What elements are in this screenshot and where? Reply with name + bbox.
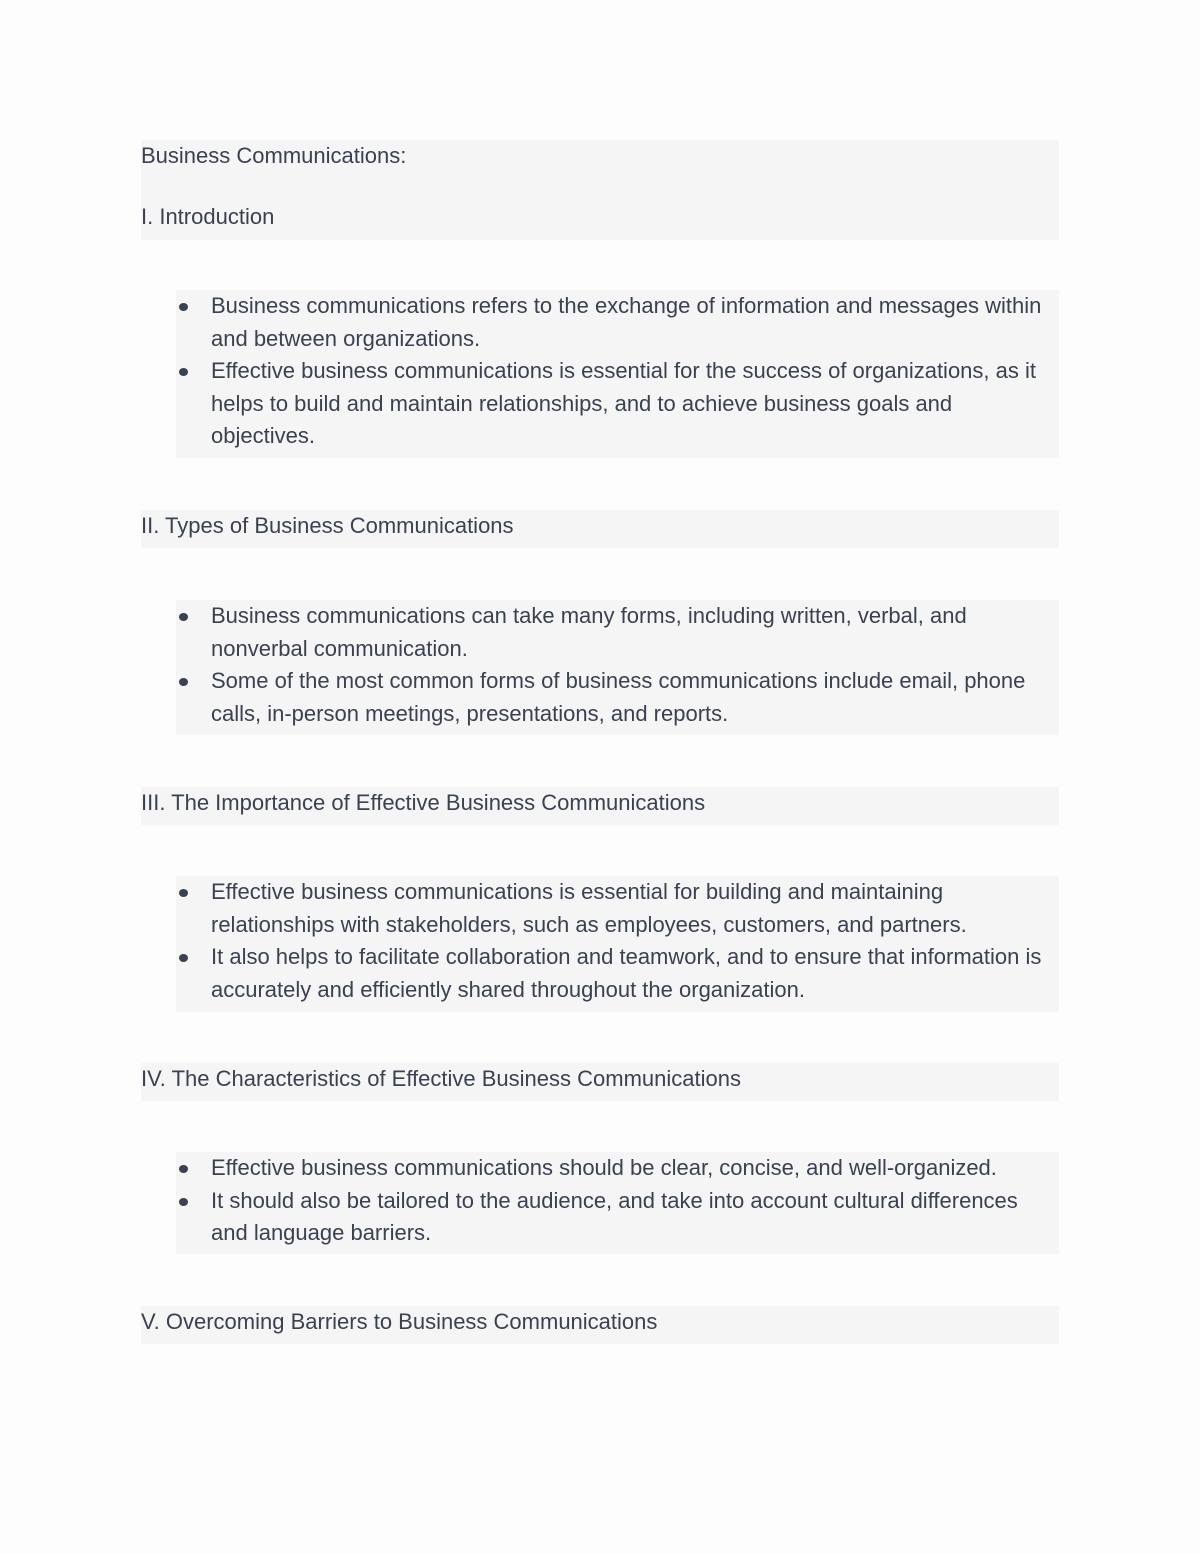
section-heading-block-4	[141, 1063, 1059, 1101]
list-item-text: Effective business communications is essential for building and maintaining relationships with stakeholders, such as employees, customers, and partners.	[211, 879, 967, 937]
list-item	[176, 355, 1059, 453]
section-list-2	[176, 600, 1059, 735]
list-item	[176, 290, 1059, 355]
section-heading-4: IV. The Characteristics of Effective Business Communications	[141, 1066, 741, 1091]
list-item	[176, 876, 1059, 941]
list-item-text: Effective business communications should be clear, concise, and well-organized.	[211, 1155, 997, 1180]
section-heading-2: II. Types of Business Communications	[141, 513, 514, 538]
list-item-text: It should also be tailored to the audience, and take into account cultural differences and language barriers.	[211, 1187, 1018, 1246]
section-heading-3: III. The Importance of Effective Business Communications	[141, 790, 706, 815]
section-heading-block-5	[141, 1306, 1059, 1344]
section-heading-block-3	[141, 787, 1059, 825]
list-item	[176, 1152, 1059, 1185]
document-title: Business Communications:	[141, 143, 407, 168]
section-list-1	[176, 290, 1059, 458]
list-item-text: Some of the most common forms of business communications include email, phone calls, in-person meetings, presentations, and reports.	[211, 668, 1026, 726]
bullet-icon	[179, 954, 188, 962]
section-heading-1: I. Introduction	[141, 204, 275, 229]
section-list-4	[176, 1152, 1059, 1254]
section-heading-block-2	[141, 510, 1059, 548]
bullet-icon	[179, 303, 188, 311]
list-item-text: Effective business communications is essential for the success of organizations, as it helps to build and maintain relationships, and to achieve business goals and objectives.	[211, 358, 1036, 449]
bullet-icon	[179, 678, 188, 686]
bullet-icon	[179, 889, 188, 897]
list-item	[176, 600, 1059, 665]
list-item-text: It also helps to facilitate collaboration and teamwork, and to ensure that information is accurately and efficiently shared throughout the organization.	[211, 944, 1042, 1002]
list-item-text: Business communications can take many forms, including written, verbal, and nonverbal communication.	[211, 603, 967, 661]
bullet-icon	[179, 368, 188, 376]
section-heading-5: V. Overcoming Barriers to Business Communications	[141, 1309, 658, 1334]
list-item	[176, 1185, 1059, 1250]
bullet-icon	[179, 1198, 188, 1206]
list-item-text: Business communications refers to the exchange of information and messages within and between organizations.	[211, 293, 1042, 351]
bullet-icon	[179, 613, 188, 621]
list-item	[176, 941, 1059, 1006]
bullet-icon	[179, 1165, 188, 1173]
list-item	[176, 665, 1059, 730]
section-list-3	[176, 876, 1059, 1012]
title-block	[141, 140, 1059, 240]
